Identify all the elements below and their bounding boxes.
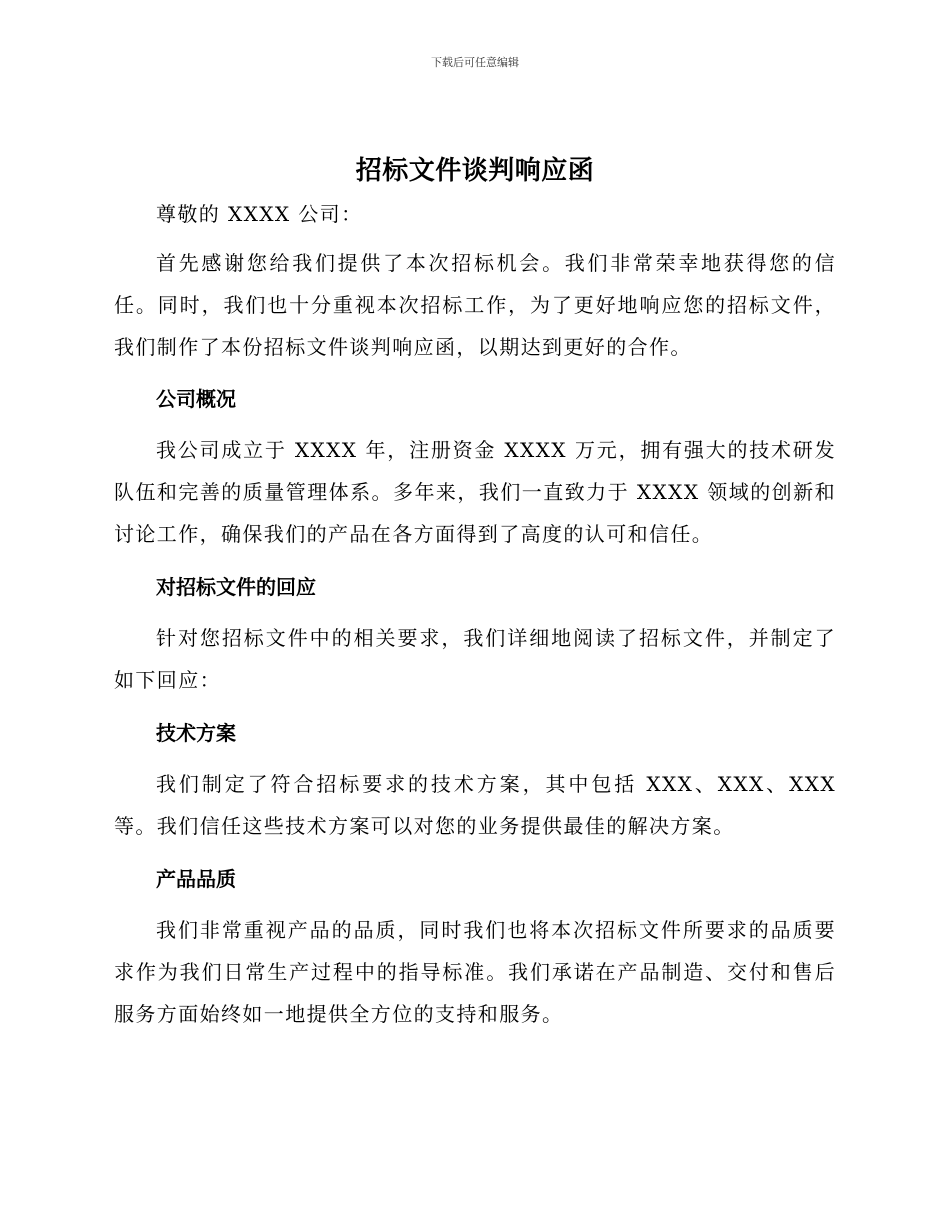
intro-paragraph: 首先感谢您给我们提供了本次招标机会。我们非常荣幸地获得您的信任。同时，我们也十分重视本次招标工作，为了更好地响应您的招标文件，我们制作了本份招标文件谈判响应函，以期达到更好的合作。	[114, 251, 836, 359]
section-heading-company-overview: 公司概况	[156, 387, 236, 411]
document-title: 招标文件谈判响应函	[355, 156, 595, 186]
section-body-technical-plan: 我们制定了符合招标要求的技术方案，其中包括 XXX、XXX、XXX 等。我们信任这些技术方案可以对您的业务提供最佳的解决方案。	[114, 772, 836, 838]
salutation: 尊敬的 XXXX 公司：	[156, 202, 363, 226]
section-heading-technical-plan: 技术方案	[156, 721, 236, 745]
section-body-response: 针对您招标文件中的相关要求，我们详细地阅读了招标文件，并制定了如下回应：	[114, 626, 836, 692]
section-body-company-overview: 我公司成立于 XXXX 年，注册资金 XXXX 万元，拥有强大的技术研发队伍和完善的质量管理体系。多年来，我们一直致力于 XXXX 领域的创新和讨论工作，确保我们的产品在各方面得到了高度的认可和信任。	[114, 438, 836, 546]
section-heading-response: 对招标文件的回应	[156, 575, 316, 599]
section-heading-product-quality: 产品品质	[156, 867, 236, 891]
section-body-product-quality: 我们非常重视产品的品质，同时我们也将本次招标文件所要求的品质要求作为我们日常生产过程中的指导标准。我们承诺在产品制造、交付和售后服务方面始终如一地提供全方位的支持和服务。	[114, 918, 836, 1026]
page-header: 下载后可任意编辑	[431, 56, 519, 69]
